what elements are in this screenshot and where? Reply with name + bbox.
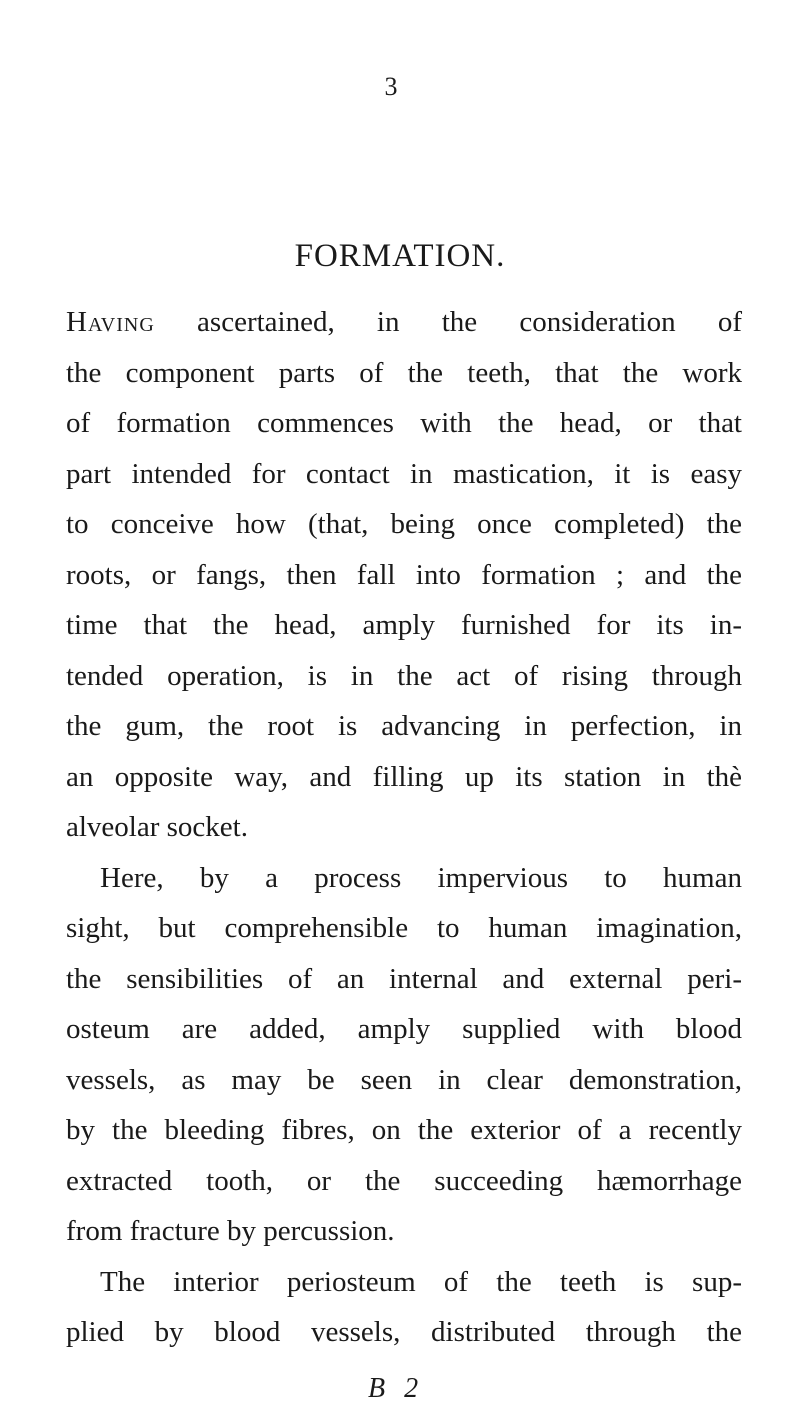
text-line: the component parts of the teeth, that the work bbox=[66, 356, 742, 389]
text-line: Having ascertained, in the consideration of bbox=[66, 306, 742, 338]
text-line: the gum, the root is advancing in perfection, in bbox=[66, 710, 742, 742]
text-line: time that the head, amply furnished for its in- bbox=[66, 609, 742, 641]
body-text bbox=[66, 0, 742, 1417]
text-line: extracted tooth, or the succeeding hæmorrhage bbox=[66, 1164, 742, 1197]
text-line: roots, or fangs, then fall into formation ; and the bbox=[66, 558, 742, 591]
text-line: an opposite way, and filling up its station in thè bbox=[66, 760, 742, 793]
text-line: of formation commences with the head, or that bbox=[66, 407, 742, 439]
signature-mark: B 2 bbox=[368, 1373, 425, 1404]
text-line: to conceive how (that, being once completed) the bbox=[66, 508, 742, 540]
text-line: osteum are added, amply supplied with blood bbox=[66, 1013, 742, 1045]
text-line: sight, but comprehensible to human imagination, bbox=[66, 912, 742, 944]
text-line: part intended for contact in mastication, it is easy bbox=[66, 457, 742, 490]
text-line: alveolar socket. bbox=[66, 811, 248, 843]
text-line: plied by blood vessels, distributed through the bbox=[66, 1316, 742, 1348]
page-number: 3 bbox=[384, 72, 398, 101]
text-line: Here, by a process impervious to human bbox=[100, 861, 742, 894]
drop-word: Having bbox=[66, 306, 155, 338]
text-line: vessels, as may be seen in clear demonstration, bbox=[66, 1063, 742, 1096]
text-line: by the bleeding fibres, on the exterior of a recently bbox=[66, 1114, 742, 1146]
chapter-heading: FORMATION. bbox=[294, 238, 506, 274]
text-line: from fracture by percussion. bbox=[66, 1215, 395, 1247]
text-line: the sensibilities of an internal and external peri- bbox=[66, 962, 742, 995]
text-line: The interior periosteum of the teeth is sup- bbox=[100, 1265, 742, 1298]
text-line: tended operation, is in the act of rising through bbox=[66, 659, 742, 692]
